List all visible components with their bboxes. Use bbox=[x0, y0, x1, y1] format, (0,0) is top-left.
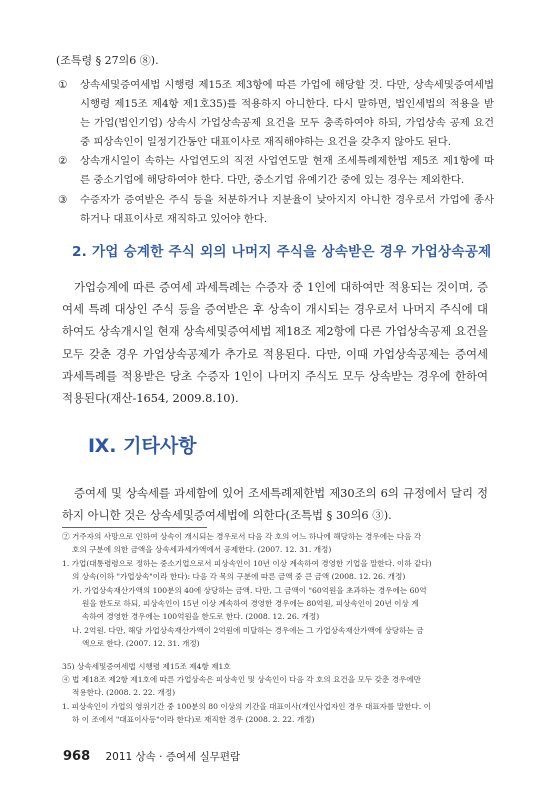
footnote-block-b bbox=[62, 660, 488, 727]
footnote-line: 액으로 한다. (2007. 12. 31. 개정) bbox=[82, 639, 200, 649]
footnote-line: 1. 피상속인이 가업의 영위기간 중 100분의 80 이상의 기간을 대표이사(개인사업자인 경우 대표자를 말한다. 이 bbox=[62, 701, 431, 711]
chapter-heading: Ⅸ. 기타사항 bbox=[88, 435, 197, 457]
condition-item-1 bbox=[58, 76, 494, 152]
section-heading: 2. 가업 승계한 주식 외의 나머지 주식을 상속받은 경우 가업상속공제 bbox=[72, 244, 492, 260]
footnote-line: 가. 가업상속재산가액의 100분의 40에 상당하는 금액. 다만, 그 금액이 "60억원을 초과하는 경우에는 60억 bbox=[72, 585, 427, 595]
footnotes bbox=[62, 530, 488, 727]
footnote-line: 나. 2억원. 다만, 해당 가업상속재산가액이 2억원에 미달하는 경우에는 그 가업상속재산가액에 상당하는 금 bbox=[72, 625, 424, 635]
footnote-line: 적용한다. (2008. 2. 22. 개정) bbox=[72, 688, 176, 698]
footnote-line: 원을 한도로 하되, 피상속인이 15년 이상 계속하여 경영한 경우에는 80억원, 피상속인이 20년 이상 계 bbox=[82, 599, 419, 609]
condition-number: ② bbox=[58, 155, 68, 167]
book-title: 2011 상속 · 증여세 실무편람 bbox=[105, 751, 241, 763]
footnote-line: 35) 상속세및증여세법 시행령 제15조 제4항 제1호 bbox=[62, 661, 231, 671]
footnote-line: 의 상속(이하 "가업상속"이라 한다): 다음 각 목의 구분에 따른 금액 중 큰 금액 (2008. 12. 26. 개정) bbox=[72, 572, 406, 582]
footnote-divider bbox=[62, 527, 207, 528]
footnote-block-a bbox=[62, 530, 488, 651]
footnote-line: 하 이 조에서 "대표이사등"이라 한다)로 재직한 경우 (2008. 2. 22. 개정) bbox=[72, 715, 315, 725]
condition-item-2 bbox=[58, 152, 494, 190]
footnote-line: ② 거주자의 사망으로 인하여 상속이 개시되는 경우로서 다음 각 호의 어느 하나에 해당하는 경우에는 다음 각 bbox=[62, 532, 422, 541]
footnote-line: ④ 법 제18조 제2항 제1호에 따른 가업상속은 피상속인 및 상속인이 다음 각 호의 요건을 모두 갖춘 경우에만 bbox=[62, 675, 421, 685]
condition-text: 상속개시일이 속하는 사업연도의 직전 사업연도말 현재 조세특례제한법 제5조 제1항에 따른 중소기업에 해당하여야 한다. 다만, 중소기업 유예기간 중에 있는 경우는 제외한다. bbox=[80, 155, 494, 186]
condition-number: ③ bbox=[58, 194, 68, 206]
footnote-line: 호의 구분에 의한 금액을 상속세과세가액에서 공제한다. (2007. 12. 31. 개정) bbox=[72, 545, 332, 555]
page-footer bbox=[63, 749, 240, 764]
footnote-line: 속하여 경영한 경우에는 100억원을 한도로 한다. (2008. 12. 26. 개정) bbox=[82, 612, 320, 622]
footnote-line: 1. 가업(대통령령으로 정하는 중소기업으로서 피상속인이 10년 이상 계속하여 경영한 기업을 말한다. 이하 같다) bbox=[62, 558, 432, 568]
section-paragraph: 가업승계에 따른 증여세 과세특례는 수증자 중 1인에 대하여만 적용되는 것이며, 증여세 특례 대상인 주식 등을 증여받은 후 상속이 개시되는 경우로서 나머지 주식에 대하여도 상속개시일 현재 상속세및증여세법 제18조 제2항에 다른 가업상속공제 요건을 모두 갖춘 경우 가업상속공제가 추가로 적용된다. 다만, 이때 가업상속공제는 증여세 과세특례를 적용받은 당초 수증자 1인이 나머지 주식도 모두 상속받는 경우에 한하여 적용된다(재산-1654, 2009.8.10). bbox=[62, 280, 488, 406]
page-number: 968 bbox=[63, 749, 91, 764]
condition-text: 상속세및증여세법 시행령 제15조 제3항에 따른 가업에 해당할 것. 다만, 상속세및증여세법 시행령 제15조 제4항 제1호35)를 적용하지 아니한다. 다시 말하면, 법인세법의 적용을 받는 가업(법인기업) 상속시 가업상속공제 요건을 모두 충족하여야 하되, 가업상속 공제 요건 중 피상속인이 일정기간동안 대표이사로 재직해야하는 요건을 갖추지 않아도 된다. bbox=[80, 79, 494, 148]
reference-line: (조특령 § 27의6 ⑧). bbox=[56, 54, 159, 67]
chapter-paragraph: 증여세 및 상속세를 과세함에 있어 조세특례제한법 제30조의 6의 규정에서 달리 정하지 아니한 것은 상속세및증여세법에 의한다(조특법 § 30의6 ③). bbox=[62, 486, 488, 523]
condition-number: ① bbox=[58, 79, 68, 91]
condition-item-3 bbox=[58, 191, 494, 229]
condition-text: 수증자가 증여받은 주식 등을 처분하거나 지분율이 낮아지지 아니한 경우로서 가업에 종사하거나 대표이사로 재직하고 있어야 한다. bbox=[80, 194, 494, 225]
